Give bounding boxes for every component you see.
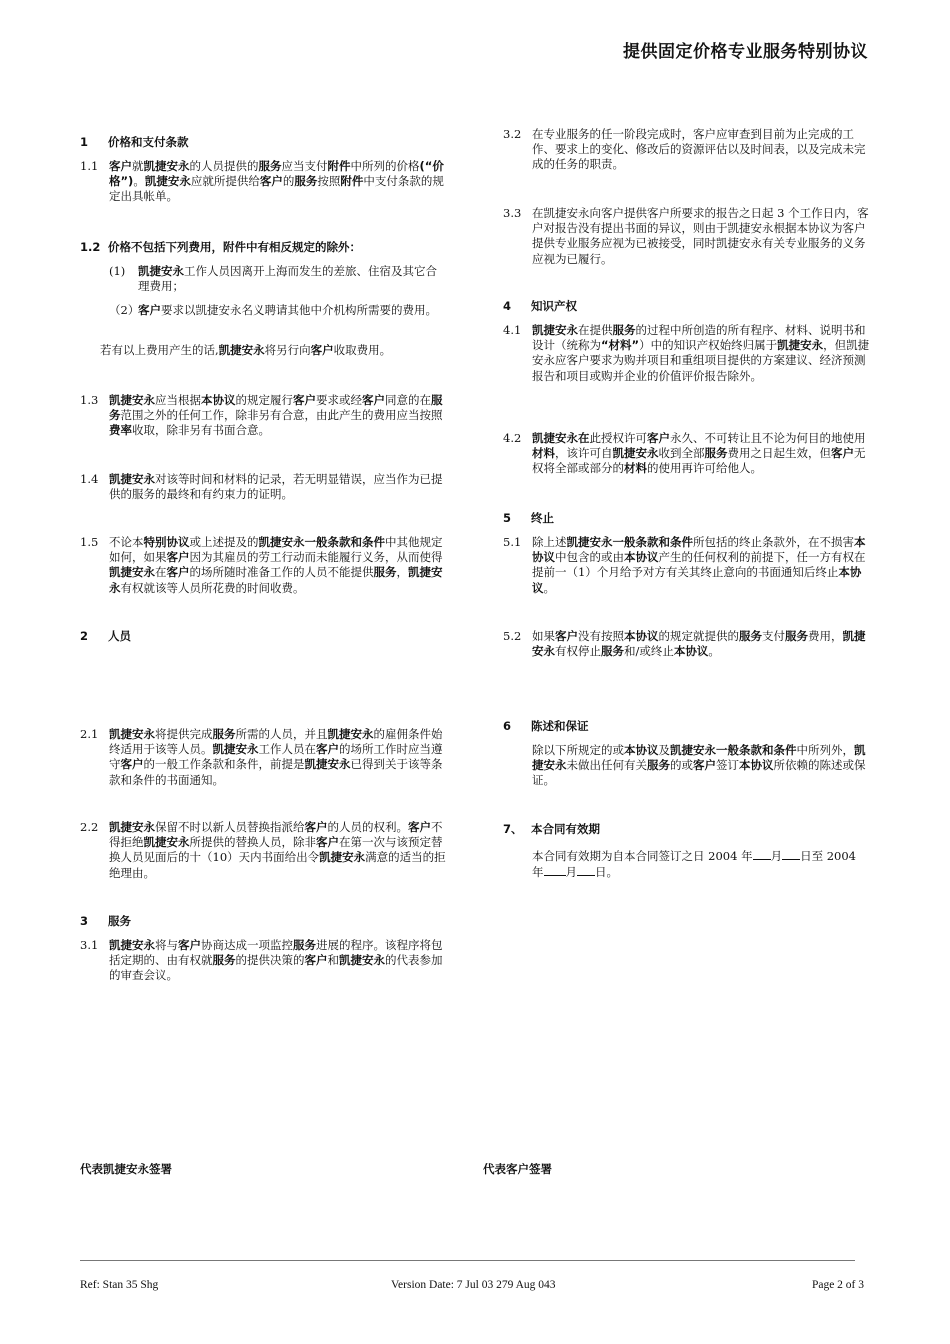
signature-left-label: 代表凯捷安永签署 — [80, 1162, 172, 1176]
signature-right-label: 代表客户签署 — [483, 1162, 552, 1176]
clause-1-5: 1.5 不论本特别协议或上述提及的凯捷安永一般条款和条件中其他规定如何，如果客户因为其雇员的劳工行动而未能履行义务，从而使得凯捷安永在客户的场所随时准备工作的人员不能提供服务，凯捷安永有权就该等人员所花费的时间收费。 — [80, 535, 443, 595]
section-4-heading: 4 知识产权 — [503, 299, 577, 313]
clause-5-2: 5.2 如果客户没有按照本协议的规定就提供的服务支付服务费用，凯捷安永有权停止服务和/或终止本协议。 — [503, 629, 866, 659]
clause-1-2-item-1: (1) 凯捷安永工作人员因离开上海而发生的差旅、住宿及其它合理费用； — [109, 264, 437, 294]
footer-version: Version Date: 7 Jul 03 279 Aug 043 — [391, 1279, 556, 1291]
clause-3-2: 3.2 在专业服务的任一阶段完成时，客户应审查到目前为止完成的工作、要求上的变化、修改后的资源评估以及时间表，以及完成未完成的任务的职责。 — [503, 127, 866, 172]
clause-2-1: 2.1 凯捷安永将提供完成服务所需的人员，并且凯捷安永的雇佣条件始终适用于该等人员。凯捷安永工作人员在客户的场所工作时应当遵守客户的一般工作条款和条件，前提是凯捷安永已得到关于该等条款和条件的书面通知。 — [80, 727, 443, 787]
clause-4-2: 4.2 凯捷安永在此授权许可客户永久、不可转让且不论为何目的地使用材料，该许可自凯捷安永收到全部服务费用之日起生效，但客户无权将全部或部分的材料的使用再许可给他人。 — [503, 431, 866, 476]
clause-1-2-heading: 1.2 价格不包括下列费用，附件中有相反规定的除外： — [80, 240, 361, 254]
clause-1-3: 1.3 凯捷安永应当根据本协议的规定履行客户要求或经客户同意的在服务范围之外的任何工作，除非另有合意，由此产生的费用应当按照费率收取，除非另有书面合意。 — [80, 393, 443, 438]
section-3-heading: 3 服务 — [80, 914, 131, 928]
footer-divider — [80, 1260, 855, 1261]
clause-2-2: 2.2 凯捷安永保留不时以新人员替换指派给客户的人员的权利。客户不得拒绝凯捷安永所提供的替换人员，除非客户在第一次与该预定替换人员见面后的十（10）天内书面给出令凯捷安永满意的适当的拒绝理由。 — [80, 820, 446, 880]
clause-1-4: 1.4 凯捷安永对该等时间和材料的记录，若无明显错误，应当作为已提供的服务的最终和有约束力的证明。 — [80, 472, 443, 502]
footer-page: Page 2 of 3 — [811, 1279, 864, 1291]
clause-3-3: 3.3 在凯捷安永向客户提供客户所要求的报告之日起 3 个工作日内，客户对报告没有提出书面的异议，则由于凯捷安永根据本协议为客户提供专业服务应视为已被接受，同时凯捷安永有关专业服务的义务应视为已履行。 — [503, 206, 869, 266]
section-7-heading: 7、 本合同有效期 — [503, 822, 600, 836]
section-1-heading: 1 价格和支付条款 — [80, 135, 189, 149]
section-6-heading: 6 陈述和保证 — [503, 719, 589, 733]
page-title: 提供固定价格专业服务特别协议 — [623, 42, 868, 62]
section-2-heading: 2 人员 — [80, 629, 131, 643]
clause-1-2-note: 若有以上费用产生的话,凯捷安永将另行向客户收取费用。 — [100, 343, 392, 357]
clause-1-2-item-2: （2） 客户要求以凯捷安永名义聘请其他中介机构所需要的费用。 — [109, 303, 437, 317]
clause-5-1: 5.1 除上述凯捷安永一般条款和条件所包括的终止条款外，在不损害本协议中包含的或由本协议产生的任何权利的前提下，任一方有权在提前一（1）个月给予对方有关其终止意向的书面通知后终止本协议。 — [503, 535, 866, 595]
clause-4-1: 4.1 凯捷安永在提供服务的过程中所创造的所有程序、材料、说明书和设计（统称为“材料”）中的知识产权始终归属于凯捷安永，但凯捷安永应客户要求为购并项目和重组项目提供的方案建议、经济预测报告和项目或购并企业的价值评价报告除外。 — [503, 323, 870, 383]
clause-7-text: 本合同有效期为自本合同签订之日 2004 年 月 日至 2004 年 月 日。 — [532, 849, 856, 880]
clause-6-text: 除以下所规定的或本协议及凯捷安永一般条款和条件中所列外，凯捷安永未做出任何有关服务的或客户签订本协议所依赖的陈述或保证。 — [532, 743, 866, 788]
section-5-heading: 5 终止 — [503, 511, 554, 525]
clause-1-1: 1.1 客户就凯捷安永的人员提供的服务应当支付附件中所列的价格(“价格”)。凯捷安永应就所提供给客户的服务按照附件中支付条款的规定出具帐单。 — [80, 159, 444, 204]
footer-ref: Ref: Stan 35 Shg — [80, 1279, 159, 1291]
clause-3-1: 3.1 凯捷安永将与客户协商达成一项监控服务进展的程序。该程序将包括定期的、由有权就服务的提供决策的客户和凯捷安永的代表参加的审查会议。 — [80, 938, 443, 983]
